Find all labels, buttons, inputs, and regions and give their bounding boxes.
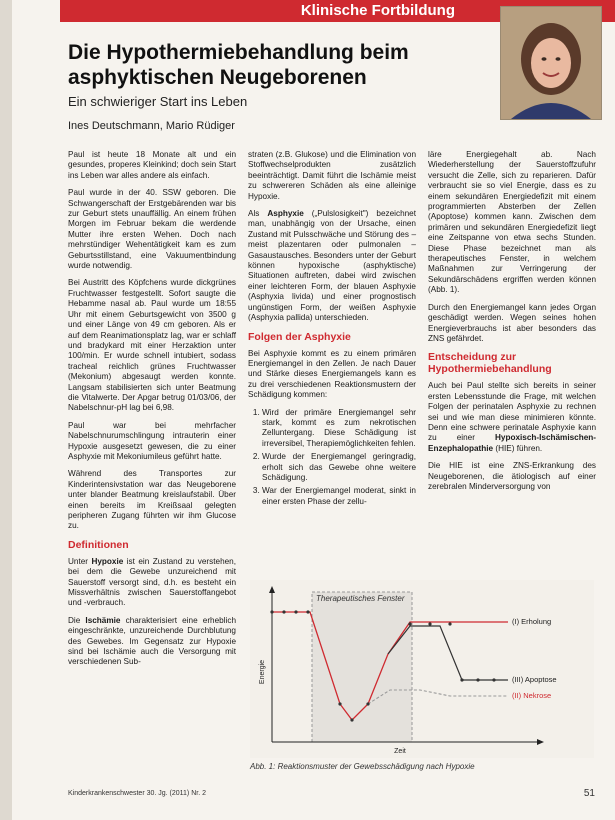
text-column-3 [428,150,596,499]
heading-definitionen: Definitionen [68,538,129,551]
term-hie: Hypoxisch-Ischämischen-Enzephalopathie [428,433,596,453]
list-item: 2. Wurde der Energiemangel geringradig, erholt sich das Gewebe ohne weitere Schädigung. [262,452,416,483]
article-title: Die Hypothermiebehandlung beim asphyktischen Neugeborenen [68,41,409,89]
term-asphyxie: Asphyxie [267,209,304,219]
heading-folgen: Folgen der Asphyxie [248,330,351,343]
figure-reaction-patterns [250,580,594,758]
x-axis-arrow-icon [537,739,544,745]
text-run: Als [248,209,268,219]
text-run: charakterisiert eine erheblich eingeschränkte, unzureichende Durchblutung des Gewebes. Im Gegensatz zur Hypoxie sind bei Ischämie auch die Versorgung mit verschiedenen Sub- [68,615,236,667]
paragraph: Bei Asphyxie kommt es zu einem primären Energiemangel in den Zellen. Je nach Dauer und Stärke dieses Energiemangels kann es zu drei verschiedenen Reaktionsmustern der Schädigung kommen: [248,348,416,400]
term-ischaemie: Ischämie [85,615,121,625]
text-run: Unter [68,556,92,566]
paragraph: straten (z.B. Glukose) und die Elimination von Stoffwechselprodukten zusätzlich beeinträchtigt. Damit führt die Ischämie meist zu schwereren Schäden als eine alleinige Hypoxie. [248,150,416,201]
author-photo [500,6,602,120]
list-item: 1. Wird der primäre Energiemangel sehr stark, kommt es zum nekrotischen Zelluntergang. Diese Schädigung ist irreversibel, Therapiemöglichkeiten fehlen. [262,408,416,450]
therapeutic-window-label: Therapeutisches Fenster [316,594,405,603]
paragraph [68,557,236,609]
text-run: (HIE) führen. [493,443,543,453]
text-run: Auch bei Paul stellte sich bereits in seiner ersten Lebensstunde die Frage, mit welchen Folgen der perinatalen Asphyxie zu rechnen sei und wie man diese minimieren könnte. Denn eine schwere perinatale Asphyxie kann zu einer [428,381,596,443]
legend-nekrose: (II) Nekrose [512,691,552,700]
paragraph [248,209,416,323]
y-axis-label: Energie [259,659,266,685]
section-label: Klinische Fortbildung [300,2,455,19]
legend-erholung: (I) Erholung [512,617,552,626]
paragraph: Während des Transportes zur Kinderintensivstation war das Neugeborene unter blander Beatmung kreislaufstabil. Über einen bereits im Kreißsaal gelegten peripheren Zugang führten wir ihm Glucose zu. [68,469,236,531]
author-photo-image [501,7,601,119]
article-subtitle: Ein schwieriger Start ins Leben [68,94,248,109]
therapeutic-window-box [312,592,412,742]
page-edge [0,0,12,820]
text-run: („Pulslosigkeit") bezeichnet man, unabhängig von der Ursache, einen Zustand mit Pulsschwäche und Störung des – meist plazentaren oder pulmonalen – Gasaustausches. Besonders unter der Geburt können hypoxische (asphyktische) Situationen auftreten, dabei wird zwischen einer leichteren Form, der blauen Asphyxie (Asphyxia livida) und einer prognostisch ungünstigen Form, der weißen Asphyxie (Asphyxia pallida) unterschieden. [248,209,416,323]
text-column-2 [248,150,416,513]
paragraph: Die HIE ist eine ZNS-Erkrankung des Neugeborenen, die ätiologisch auf einer zerebralen Minderversorgung von [428,461,596,491]
legend-apoptose: (III) Apoptose [512,675,557,684]
paragraph: Paul war bei mehrfacher Nabelschnurumschlingung intrauterin einer Hypoxie ausgesetzt gewesen, die zu einer Asphyxie mit Mekoniumileus geführt hatte. [68,420,236,461]
paragraph: Paul wurde in der 40. SSW geboren. Die Schwangerschaft der Erstgebärenden war bis zur Geburt stets unauffällig. An einem frühen Morgen im Februar bekam die werdende Mutter ihre ersten Wehen. Doch nach mehrstündiger Wehentätigkeit kam es zum Geburtsstillstand, eine Vakuumentbindung wurde notwendig. [68,188,236,271]
journal-footer: Kinderkrankenschwester 30. Jg. (2011) Nr. 2 [68,790,206,797]
paragraph: Durch den Energiemangel kann jedes Organ geschädigt werden. Wegen seines hohen Energieverbrauchs ist aber besonders das ZNS gefährdet. [428,302,596,343]
term-hypoxie: Hypoxie [91,556,124,566]
figure-caption: Abb. 1: Reaktionsmuster der Gewebsschädigung nach Hypoxie [250,762,475,771]
paragraph: Paul ist heute 18 Monate alt und ein gesundes, properes Kleinkind; doch sein Start ins Leben war alles andere als einfach. [68,150,236,180]
y-axis-arrow-icon [269,586,275,593]
text-run: Die [68,615,86,625]
text-column-1 [68,150,236,675]
page-number: 51 [583,788,595,799]
list-item: 3. War der Energiemangel moderat, sinkt in einer ersten Phase der zellu- [262,486,416,507]
paragraph: Bei Austritt des Köpfchens wurde dickgrünes Fruchtwasser festgestellt. Sofort saugte die Hebamme nasal ab. Paul wurde um 18:55 Uhr mit einem Geburtsgewicht von 3500 g und einer Länge von 49 cm geboren. Als er auf dem Reanimationsplatz lag, war er schlaff und bradykard mit einer Herzaktion unter 100/min. Er wurde schnell intubiert, sodass tracheal reichlich grünes Fruchtwasser (Mekonium) abgesaugt werden konnte. Langsam stabilisierten sich unter Beatmung die Vitalwerte. Der Apgar betrug 01/03/06, der Nabelschnur-pH lag bei 6,98. [68,278,236,413]
paragraph: läre Energiegehalt ab. Nach Wiederherstellung der Sauerstoffzufuhr versucht die Zelle, sich zu reparieren. Dafür verbraucht sie so viel Energie, dass es zu einem sekundären Energiedefizit mit einem programmierten Absterben der Zellen (Apoptose) kommen kann. Zwischen dem primären und sekundären Energiedefizit liegt eine Zeitspanne von etwa sechs Stunden. Diese Phase bezeichnet man als therapeutisches Fenster, in welchem Maßnahmen zur Verringerung der Sekundärschädens ergriffen werden können (Abb. 1). [428,150,596,295]
x-axis-label: Zeit [394,748,406,755]
paragraph [68,616,236,668]
heading-entscheidung: Entscheidung zur Hypothermiebehandlung [428,351,552,376]
reaction-pattern-diagram [250,580,594,758]
reaction-list [248,408,416,508]
text-run: ist ein Zustand zu verstehen, bei dem die Gewebe unzureichend mit Sauerstoff versorgt sind, d.h. es besteht ein Missverhältnis zwischen Sauerstoffangebot und -verbrauch. [68,556,237,608]
article-authors: Ines Deutschmann, Mario Rüdiger [68,120,235,132]
paragraph [428,381,596,454]
